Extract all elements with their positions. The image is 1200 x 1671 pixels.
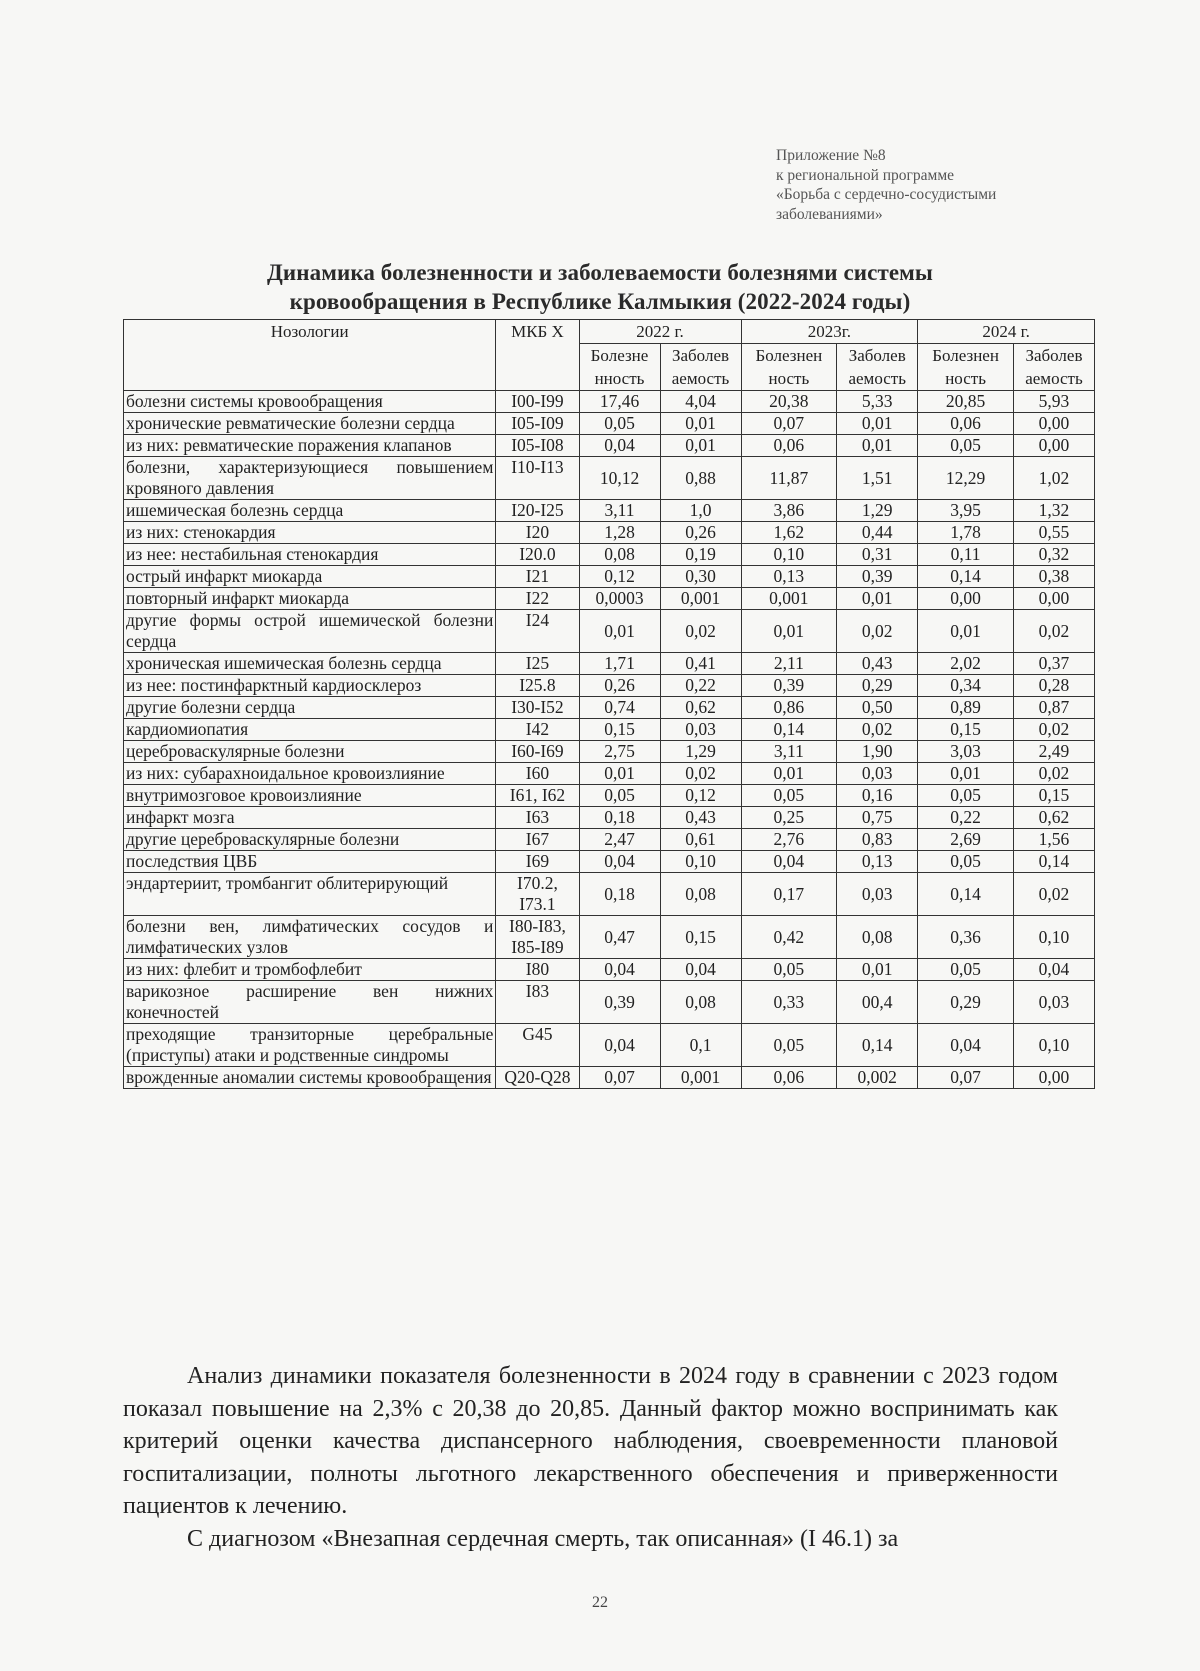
table-row [124, 675, 1095, 697]
value-cell: 0,47 [579, 916, 660, 959]
value-cell: 0,01 [837, 588, 918, 610]
table-row [124, 435, 1095, 457]
value-cell: 3,03 [918, 741, 1014, 763]
value-cell: 0,01 [579, 763, 660, 785]
value-cell: 0,001 [741, 588, 837, 610]
value-cell: 0,02 [660, 763, 741, 785]
value-cell: 0,14 [837, 1024, 918, 1067]
icd-code-cell: G45 [496, 1024, 579, 1067]
table-row [124, 807, 1095, 829]
value-cell: 0,86 [741, 697, 837, 719]
table-row [124, 959, 1095, 981]
value-cell: 0,14 [918, 566, 1014, 588]
subheader-incidence-2023: Заболев аемость [837, 344, 918, 391]
value-cell: 0,01 [837, 413, 918, 435]
value-cell: 0,03 [837, 763, 918, 785]
icd-code-cell: I80-I83, I85-I89 [496, 916, 579, 959]
value-cell: 1,71 [579, 653, 660, 675]
value-cell: 0,83 [837, 829, 918, 851]
title-line: кровообращения в Республике Калмыкия (2022-2024 годы) [289, 289, 911, 314]
nosology-cell: кардиомиопатия [124, 719, 496, 741]
value-cell: 12,29 [918, 457, 1014, 500]
nosology-cell: из нее: нестабильная стенокардия [124, 544, 496, 566]
value-cell: 0,05 [579, 785, 660, 807]
value-cell: 2,75 [579, 741, 660, 763]
value-cell: 0,08 [837, 916, 918, 959]
value-cell: 0,43 [837, 653, 918, 675]
value-cell: 0,04 [660, 959, 741, 981]
table-row [124, 741, 1095, 763]
value-cell: 0,1 [660, 1024, 741, 1067]
value-cell: 1,02 [1013, 457, 1094, 500]
value-cell: 0,00 [918, 588, 1014, 610]
value-cell: 0,04 [579, 851, 660, 873]
value-cell: 0,001 [660, 588, 741, 610]
value-cell: 0,88 [660, 457, 741, 500]
table-row [124, 1024, 1095, 1067]
value-cell: 0,29 [837, 675, 918, 697]
value-cell: 0,002 [837, 1067, 918, 1089]
value-cell: 0,04 [579, 959, 660, 981]
value-cell: 0,30 [660, 566, 741, 588]
value-cell: 0,01 [918, 610, 1014, 653]
header-year-2023: 2023г. [741, 320, 918, 344]
value-cell: 0,04 [741, 851, 837, 873]
icd-code-cell: I69 [496, 851, 579, 873]
value-cell: 0,0003 [579, 588, 660, 610]
value-cell: 0,02 [1013, 610, 1094, 653]
value-cell: 0,05 [918, 435, 1014, 457]
value-cell: 0,06 [741, 1067, 837, 1089]
value-cell: 0,05 [918, 959, 1014, 981]
value-cell: 0,07 [579, 1067, 660, 1089]
nosology-cell: преходящие транзиторные церебральные (приступы) атаки и родственные синдромы [124, 1024, 496, 1067]
table-row [124, 719, 1095, 741]
value-cell: 0,16 [837, 785, 918, 807]
value-cell: 0,15 [660, 916, 741, 959]
header-nosology: Нозологии [124, 320, 496, 391]
value-cell: 0,05 [918, 851, 1014, 873]
value-cell: 0,25 [741, 807, 837, 829]
icd-code-cell: I42 [496, 719, 579, 741]
value-cell: 1,90 [837, 741, 918, 763]
value-cell: 2,69 [918, 829, 1014, 851]
value-cell: 0,36 [918, 916, 1014, 959]
value-cell: 0,01 [918, 763, 1014, 785]
nosology-cell: ишемическая болезнь сердца [124, 500, 496, 522]
value-cell: 2,49 [1013, 741, 1094, 763]
value-cell: 0,55 [1013, 522, 1094, 544]
value-cell: 0,18 [579, 807, 660, 829]
table-header-row [124, 320, 1095, 344]
value-cell: 0,44 [837, 522, 918, 544]
value-cell: 1,0 [660, 500, 741, 522]
value-cell: 0,29 [918, 981, 1014, 1024]
value-cell: 0,01 [579, 610, 660, 653]
table-row [124, 522, 1095, 544]
value-cell: 2,11 [741, 653, 837, 675]
value-cell: 0,02 [837, 719, 918, 741]
nosology-cell: другие болезни сердца [124, 697, 496, 719]
value-cell: 0,26 [660, 522, 741, 544]
value-cell: 0,12 [579, 566, 660, 588]
table-row [124, 610, 1095, 653]
value-cell: 0,22 [918, 807, 1014, 829]
value-cell: 0,08 [660, 981, 741, 1024]
value-cell: 0,04 [918, 1024, 1014, 1067]
value-cell: 00,4 [837, 981, 918, 1024]
value-cell: 0,05 [918, 785, 1014, 807]
icd-code-cell: I24 [496, 610, 579, 653]
value-cell: 5,93 [1013, 391, 1094, 413]
nosology-cell: хроническая ишемическая болезнь сердца [124, 653, 496, 675]
nosology-cell: последствия ЦВБ [124, 851, 496, 873]
subheader-prevalence-2022: Болезне нность [579, 344, 660, 391]
value-cell: 10,12 [579, 457, 660, 500]
value-cell: 0,08 [660, 873, 741, 916]
value-cell: 2,02 [918, 653, 1014, 675]
table-row [124, 566, 1095, 588]
value-cell: 0,62 [1013, 807, 1094, 829]
nosology-cell: из них: субарахноидальное кровоизлияние [124, 763, 496, 785]
nosology-cell: варикозное расширение вен нижних конечностей [124, 981, 496, 1024]
value-cell: 0,05 [741, 959, 837, 981]
value-cell: 0,01 [837, 435, 918, 457]
value-cell: 0,50 [837, 697, 918, 719]
nosology-cell: другие цереброваскулярные болезни [124, 829, 496, 851]
icd-code-cell: I60 [496, 763, 579, 785]
value-cell: 0,05 [579, 413, 660, 435]
value-cell: 1,28 [579, 522, 660, 544]
value-cell: 0,01 [660, 435, 741, 457]
value-cell: 0,02 [1013, 719, 1094, 741]
icd-code-cell: I10-I13 [496, 457, 579, 500]
value-cell: 3,95 [918, 500, 1014, 522]
value-cell: 0,01 [741, 610, 837, 653]
nosology-cell: острый инфаркт миокарда [124, 566, 496, 588]
icd-code-cell: I05-I08 [496, 435, 579, 457]
value-cell: 0,32 [1013, 544, 1094, 566]
table-row [124, 763, 1095, 785]
value-cell: 3,86 [741, 500, 837, 522]
subheader-incidence-2022: Заболев аемость [660, 344, 741, 391]
value-cell: 0,61 [660, 829, 741, 851]
table-row [124, 697, 1095, 719]
appendix-line: заболеваниями» [776, 205, 883, 223]
header-icd: МКБ X [496, 320, 579, 391]
value-cell: 0,02 [837, 610, 918, 653]
value-cell: 0,001 [660, 1067, 741, 1089]
table-row [124, 544, 1095, 566]
value-cell: 0,15 [918, 719, 1014, 741]
value-cell: 0,31 [837, 544, 918, 566]
value-cell: 0,06 [741, 435, 837, 457]
subheader-incidence-2024: Заболев аемость [1013, 344, 1094, 391]
nosology-cell: инфаркт мозга [124, 807, 496, 829]
value-cell: 0,17 [741, 873, 837, 916]
nosology-cell: из нее: постинфарктный кардиосклероз [124, 675, 496, 697]
value-cell: 20,38 [741, 391, 837, 413]
value-cell: 0,00 [1013, 588, 1094, 610]
table-row [124, 457, 1095, 500]
value-cell: 2,76 [741, 829, 837, 851]
value-cell: 3,11 [579, 500, 660, 522]
nosology-cell: из них: флебит и тромбофлебит [124, 959, 496, 981]
value-cell: 0,03 [837, 873, 918, 916]
nosology-cell: повторный инфаркт миокарда [124, 588, 496, 610]
icd-code-cell: I80 [496, 959, 579, 981]
value-cell: 1,51 [837, 457, 918, 500]
value-cell: 1,29 [660, 741, 741, 763]
nosology-cell: цереброваскулярные болезни [124, 741, 496, 763]
table-row [124, 1067, 1095, 1089]
value-cell: 0,03 [660, 719, 741, 741]
value-cell: 0,38 [1013, 566, 1094, 588]
table-row [124, 916, 1095, 959]
value-cell: 0,05 [741, 1024, 837, 1067]
icd-code-cell: I61, I62 [496, 785, 579, 807]
nosology-cell: болезни вен, лимфатических сосудов и лимфатических узлов [124, 916, 496, 959]
nosology-cell: эндартериит, тромбангит облитерирующий [124, 873, 496, 916]
value-cell: 0,05 [741, 785, 837, 807]
value-cell: 0,04 [579, 435, 660, 457]
value-cell: 0,02 [1013, 873, 1094, 916]
appendix-note [776, 146, 1106, 224]
value-cell: 11,87 [741, 457, 837, 500]
value-cell: 0,39 [579, 981, 660, 1024]
body-text [123, 1360, 1058, 1555]
appendix-line: «Борьба с сердечно-сосудистыми [776, 186, 997, 203]
value-cell: 0,00 [1013, 413, 1094, 435]
subheader-prevalence-2023: Болезнен ность [741, 344, 837, 391]
nosology-cell: внутримозговое кровоизлияние [124, 785, 496, 807]
value-cell: 0,01 [741, 763, 837, 785]
value-cell: 0,28 [1013, 675, 1094, 697]
appendix-line: к региональной программе [776, 166, 955, 184]
value-cell: 0,15 [579, 719, 660, 741]
value-cell: 0,41 [660, 653, 741, 675]
table-row [124, 981, 1095, 1024]
nosology-cell: из них: ревматические поражения клапанов [124, 435, 496, 457]
value-cell: 2,47 [579, 829, 660, 851]
icd-code-cell: I20.0 [496, 544, 579, 566]
title-line: Динамика болезненности и заболеваемости болезнями системы [267, 260, 933, 285]
appendix-line: Приложение №8 [776, 147, 886, 164]
value-cell: 3,11 [741, 741, 837, 763]
table-row [124, 653, 1095, 675]
value-cell: 0,04 [1013, 959, 1094, 981]
table-row [124, 413, 1095, 435]
icd-code-cell: I83 [496, 981, 579, 1024]
icd-code-cell: I63 [496, 807, 579, 829]
value-cell: 0,87 [1013, 697, 1094, 719]
table-row [124, 829, 1095, 851]
icd-code-cell: Q20-Q28 [496, 1067, 579, 1089]
value-cell: 1,56 [1013, 829, 1094, 851]
icd-code-cell: I22 [496, 588, 579, 610]
table-row [124, 785, 1095, 807]
icd-code-cell: I30-I52 [496, 697, 579, 719]
document-title [150, 258, 1050, 316]
value-cell: 0,03 [1013, 981, 1094, 1024]
table-row [124, 851, 1095, 873]
value-cell: 0,62 [660, 697, 741, 719]
value-cell: 0,14 [918, 873, 1014, 916]
table-row [124, 391, 1095, 413]
value-cell: 1,32 [1013, 500, 1094, 522]
value-cell: 0,04 [579, 1024, 660, 1067]
value-cell: 0,13 [837, 851, 918, 873]
value-cell: 0,10 [660, 851, 741, 873]
table-row [124, 500, 1095, 522]
value-cell: 0,00 [1013, 1067, 1094, 1089]
icd-code-cell: I00-I99 [496, 391, 579, 413]
header-year-2022: 2022 г. [579, 320, 741, 344]
value-cell: 0,37 [1013, 653, 1094, 675]
value-cell: 0,18 [579, 873, 660, 916]
value-cell: 0,07 [918, 1067, 1014, 1089]
value-cell: 0,74 [579, 697, 660, 719]
value-cell: 4,04 [660, 391, 741, 413]
icd-code-cell: I20-I25 [496, 500, 579, 522]
value-cell: 0,11 [918, 544, 1014, 566]
value-cell: 0,02 [660, 610, 741, 653]
value-cell: 0,19 [660, 544, 741, 566]
icd-code-cell: I25.8 [496, 675, 579, 697]
value-cell: 0,06 [918, 413, 1014, 435]
nosology-cell: болезни системы кровообращения [124, 391, 496, 413]
value-cell: 0,42 [741, 916, 837, 959]
nosology-cell: болезни, характеризующиеся повышением кровяного давления [124, 457, 496, 500]
nosology-cell: из них: стенокардия [124, 522, 496, 544]
value-cell: 0,08 [579, 544, 660, 566]
header-year-2024: 2024 г. [918, 320, 1095, 344]
table-row [124, 873, 1095, 916]
nosology-cell: врожденные аномалии системы кровообращения [124, 1067, 496, 1089]
value-cell: 0,89 [918, 697, 1014, 719]
paragraph: С диагнозом «Внезапная сердечная смерть, так описанная» (I 46.1) за [187, 1525, 899, 1552]
value-cell: 20,85 [918, 391, 1014, 413]
icd-code-cell: I20 [496, 522, 579, 544]
value-cell: 1,78 [918, 522, 1014, 544]
value-cell: 0,14 [741, 719, 837, 741]
value-cell: 1,29 [837, 500, 918, 522]
paragraph: Анализ динамики показателя болезненности в 2024 году в сравнении с 2023 годом показал повышение на 2,3% с 20,38 до 20,85. Данный фактор можно воспринимать как критерий оценки качества диспансерного наблюдения, своевременности плановой госпитализации, полноты льготного лекарственного обеспечения и приверженности пациентов к лечению. [123, 1363, 1058, 1519]
table-row [124, 588, 1095, 610]
nosology-cell: хронические ревматические болезни сердца [124, 413, 496, 435]
morbidity-table [123, 319, 1095, 1089]
subheader-prevalence-2024: Болезнен ность [918, 344, 1014, 391]
icd-code-cell: I25 [496, 653, 579, 675]
value-cell: 17,46 [579, 391, 660, 413]
value-cell: 0,43 [660, 807, 741, 829]
value-cell: 1,62 [741, 522, 837, 544]
nosology-cell: другие формы острой ишемической болезни сердца [124, 610, 496, 653]
value-cell: 0,01 [660, 413, 741, 435]
icd-code-cell: I21 [496, 566, 579, 588]
value-cell: 0,01 [837, 959, 918, 981]
icd-code-cell: I67 [496, 829, 579, 851]
page-number: 22 [592, 1594, 608, 1611]
icd-code-cell: I05-I09 [496, 413, 579, 435]
value-cell: 0,07 [741, 413, 837, 435]
value-cell: 0,75 [837, 807, 918, 829]
value-cell: 0,34 [918, 675, 1014, 697]
value-cell: 0,39 [741, 675, 837, 697]
value-cell: 0,12 [660, 785, 741, 807]
value-cell: 0,22 [660, 675, 741, 697]
value-cell: 0,10 [741, 544, 837, 566]
value-cell: 0,00 [1013, 435, 1094, 457]
icd-code-cell: I60-I69 [496, 741, 579, 763]
value-cell: 0,15 [1013, 785, 1094, 807]
value-cell: 0,14 [1013, 851, 1094, 873]
value-cell: 0,13 [741, 566, 837, 588]
value-cell: 0,26 [579, 675, 660, 697]
value-cell: 5,33 [837, 391, 918, 413]
value-cell: 0,10 [1013, 916, 1094, 959]
value-cell: 0,10 [1013, 1024, 1094, 1067]
value-cell: 0,02 [1013, 763, 1094, 785]
value-cell: 0,39 [837, 566, 918, 588]
value-cell: 0,33 [741, 981, 837, 1024]
icd-code-cell: I70.2, I73.1 [496, 873, 579, 916]
